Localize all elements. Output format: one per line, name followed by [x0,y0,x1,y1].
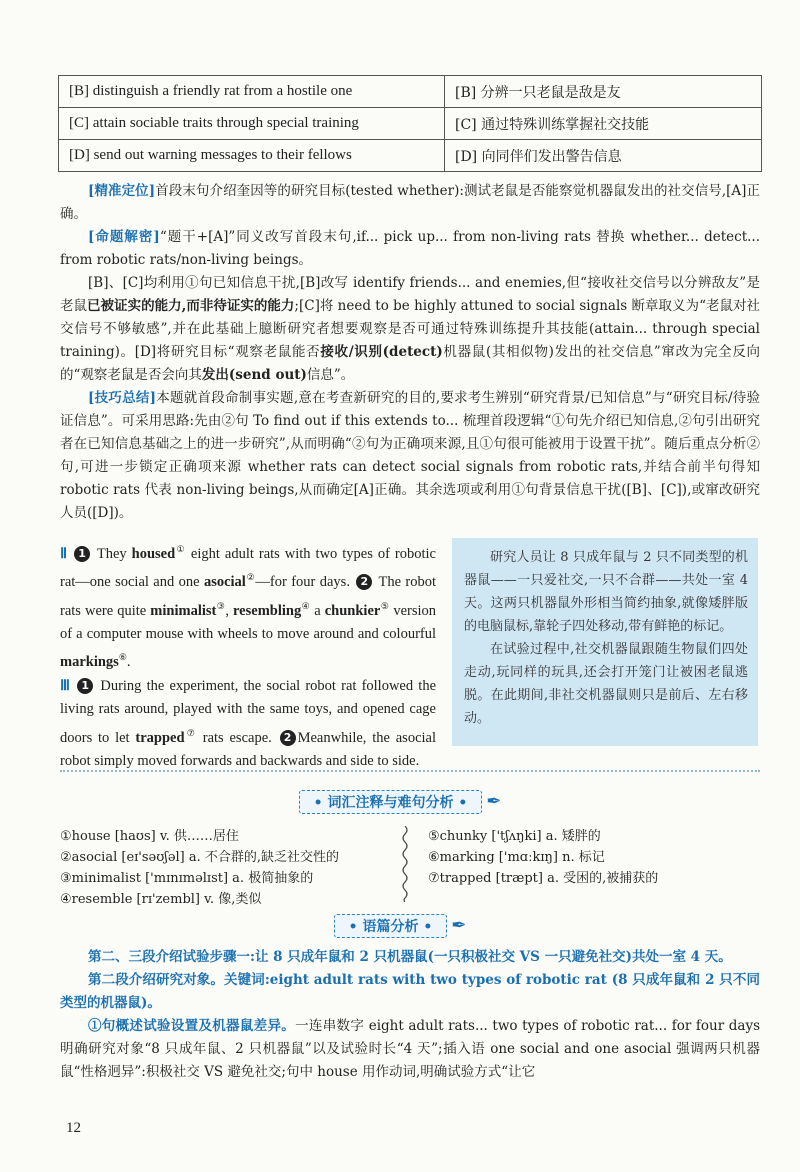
section-divider [60,770,760,772]
option-row [59,140,762,172]
passage-text: The robot rats were quite [60,574,436,619]
paragraph-number: Ⅲ [60,677,70,694]
analysis-text: 机器鼠(其相似物)发出的社交信息”窜改为完全反向的“观察老鼠是否会向其 [60,344,761,383]
vocab-word: asocial [203,574,246,591]
discourse-header [0,914,800,938]
vocab-entry: ⑦trapped [træpt] a. 受困的,被捕获的 [428,871,659,886]
analysis-text: “题干+[A]”同义改写首段末句,if... pick up... from non-living rats 替换 whether... detect... from robotic rats/non-living beings。 [60,229,760,268]
footnote-mark: ⑤ [380,600,390,611]
vocab-entry: ⑤chunky ['tʃʌŋki] a. 矮胖的 [428,829,601,844]
passage-paragraph-3 [60,675,436,774]
analysis-paragraph [60,226,760,272]
discourse-line: 第二段介绍研究对象。关键词:eight adult rats with two types of robotic rat (8 只成年鼠和 2 只不同类型的机器鼠)。 [60,972,760,1011]
vocab-entry: ⑥marking ['mɑːkɪŋ] n. 标记 [428,850,605,865]
sentence-number: 1 [77,678,93,694]
analysis-tag: [精准定位] [88,183,156,199]
analysis-text: 本题就首段命制事实题,意在考查新研究的目的,要求考生辨别“研究背景/已知信息”与“研究目标/待验证信息”。可采用思路:先由②句 To find out if this extends to... 梳理首段逻辑“①句先介绍已知信息,②句引出研究者在已知信息基础之上的进一步研究”,从而明确“②句为正确项来源,且①句很可能被用于设置干扰”。随后重点分析②句,可进一步锁定正确项来源 whether rats can detect social signals from robotic rats,并结合前半句得知 robotic rats 代表 non-living beings,从而确定[A]正确。其余选项或利用①句背景信息干扰([B]、[C]),或窜改研究人员([D])。 [60,390,761,521]
analysis-emphasis: 已被证实的能力,而非待证实的能力 [87,298,295,314]
wavy-divider [400,826,410,902]
pen-icon: ✒ [451,915,467,936]
option-chinese: [B] 分辨一只老鼠是敌是友 [445,76,762,108]
vocab-word: trapped [135,729,185,746]
option-chinese: [D] 向同伴们发出警告信息 [445,140,762,172]
option-english: [B] distinguish a friendly rat from a hostile one [59,76,445,108]
option-row [59,108,762,140]
analysis-paragraph [60,272,760,387]
passage-text: , [225,602,233,619]
analysis-text: 信息”。 [306,367,355,383]
footnote-mark: ⑦ [184,727,197,738]
pen-icon: ✒ [486,791,502,812]
translation-paragraph: 研究人员让 8 只成年鼠与 2 只不同类型的机器鼠——一只爱社交,一只不合群——共处一室 4 天。这两只机器鼠外形相当简约抽象,就像矮胖版的电脑鼠标,靠轮子四处移动,带有鲜艳的标记。 [464,550,748,634]
discourse-header-label: • 语篇分析 • [334,914,448,938]
reading-passage [60,538,436,774]
vocab-word: markings [60,654,119,671]
sentence-number: 2 [280,730,296,746]
passage-text: rats escape. [196,729,272,746]
passage-text: version of a computer mouse with wheels to move around and colourful [60,602,437,642]
footnote-mark: ⑥ [118,652,127,663]
discourse-emphasis: ①句概述试验设置及机器鼠差异。 [88,1018,296,1034]
translation-box [452,538,758,746]
analysis-text: 首段末句介绍奎因等的研究目标(tested whether):测试老鼠是否能察觉机器鼠发出的社交信号,[A]正确。 [60,183,760,222]
passage-text: a [310,602,325,619]
discourse-line: 第二、三段介绍试验步骤一:让 8 只成年鼠和 2 只机器鼠(一只积极社交 VS 一只避免社交)共处一室 4 天。 [88,949,732,965]
passage-text: eight adult rats with two types of robotic rat—one social and one [60,545,436,591]
discourse-line [60,1015,760,1084]
footnote-mark: ① [175,544,186,554]
footnote-mark: ③ [216,600,226,611]
answer-analysis [60,180,760,525]
option-english: [C] attain sociable traits through special training [59,108,445,140]
passage-paragraph-2 [60,538,436,675]
analysis-emphasis: 接收/识别(detect) [320,344,443,360]
vocab-list-right [428,826,658,889]
analysis-text: [B]、[C]均利用①句已知信息干扰,[B]改写 identify friends... and enemies,但“接收社交信号以分辨敌友”是老鼠 [60,275,760,314]
vocab-entry: ③minimalist ['mɪnɪməlɪst] a. 极简抽象的 [60,871,314,886]
paragraph-number: Ⅱ [60,545,68,562]
passage-text: They [96,545,132,562]
vocab-entry: ①house [haʊs] v. 供……居住 [60,829,239,844]
vocab-list-left [60,826,339,910]
passage-text: Meanwhile, the asocial robot simply moved forwards and backwards and side to side. [60,729,437,770]
option-english: [D] send out warning messages to their fellows [59,140,445,172]
analysis-emphasis: 发出(send out) [201,367,307,383]
passage-text: —for four days. [255,574,350,591]
vocab-word: housed [131,545,176,562]
sentence-number: 1 [74,546,90,562]
vocab-entry: ②asocial [eɪ'səʊʃəl] a. 不合群的,缺乏社交性的 [60,850,340,865]
discourse-text: 一连串数字 eight adult rats... two types of robotic rat... for four days 明确研究对象“8 只成年鼠、2 只机器鼠”以及试验时长“4 天”;插入语 one social and one asocial 强调两只机器鼠“性格迥异”:积极社交 VS 避免社交;句中 house 用作动词,明确试验方式“让它 [60,1018,761,1080]
analysis-tag: [技巧总结] [88,390,157,406]
option-chinese: [C] 通过特殊训练掌握社交技能 [445,108,762,140]
option-row [59,76,762,108]
vocab-header-label: • 词汇注释与难句分析 • [299,790,483,814]
passage-text: . [126,654,131,671]
sentence-number: 2 [356,574,372,590]
vocab-word: minimalist [150,602,217,619]
page-number: 12 [66,1120,81,1136]
analysis-paragraph [60,387,760,525]
analysis-paragraph [60,180,760,226]
vocab-header [0,790,800,814]
analysis-text: ;[C]将 need to be highly attuned to social signals 断章取义为“老鼠对社交信号不够敏感”,并在此基础上臆断研究者想要观察是否可通过特殊训练提升其技能(attain... through special training)。[D]将研究目标“观察老鼠能否 [60,298,761,360]
footnote-mark: ④ [301,600,311,611]
options-table [58,75,762,172]
passage-text: During the experiment, the social robot rat followed the living rats around, played with the same toys, and opened cage doors to let [60,677,437,746]
translation-paragraph: 在试验过程中,社交机器鼠跟随生物鼠们四处走动,玩同样的玩具,还会打开笼门让被困老鼠逃脱。在此期间,非社交机器鼠则只是前后、左右移动。 [464,642,748,726]
vocab-word: resembling [233,602,302,619]
footnote-mark: ② [245,572,256,583]
vocab-entry: ④resemble [rɪ'zembl] v. 像,类似 [60,892,262,907]
analysis-tag: [命题解密] [88,229,160,245]
discourse-analysis [60,946,760,1084]
vocab-word: chunkier [324,602,381,619]
